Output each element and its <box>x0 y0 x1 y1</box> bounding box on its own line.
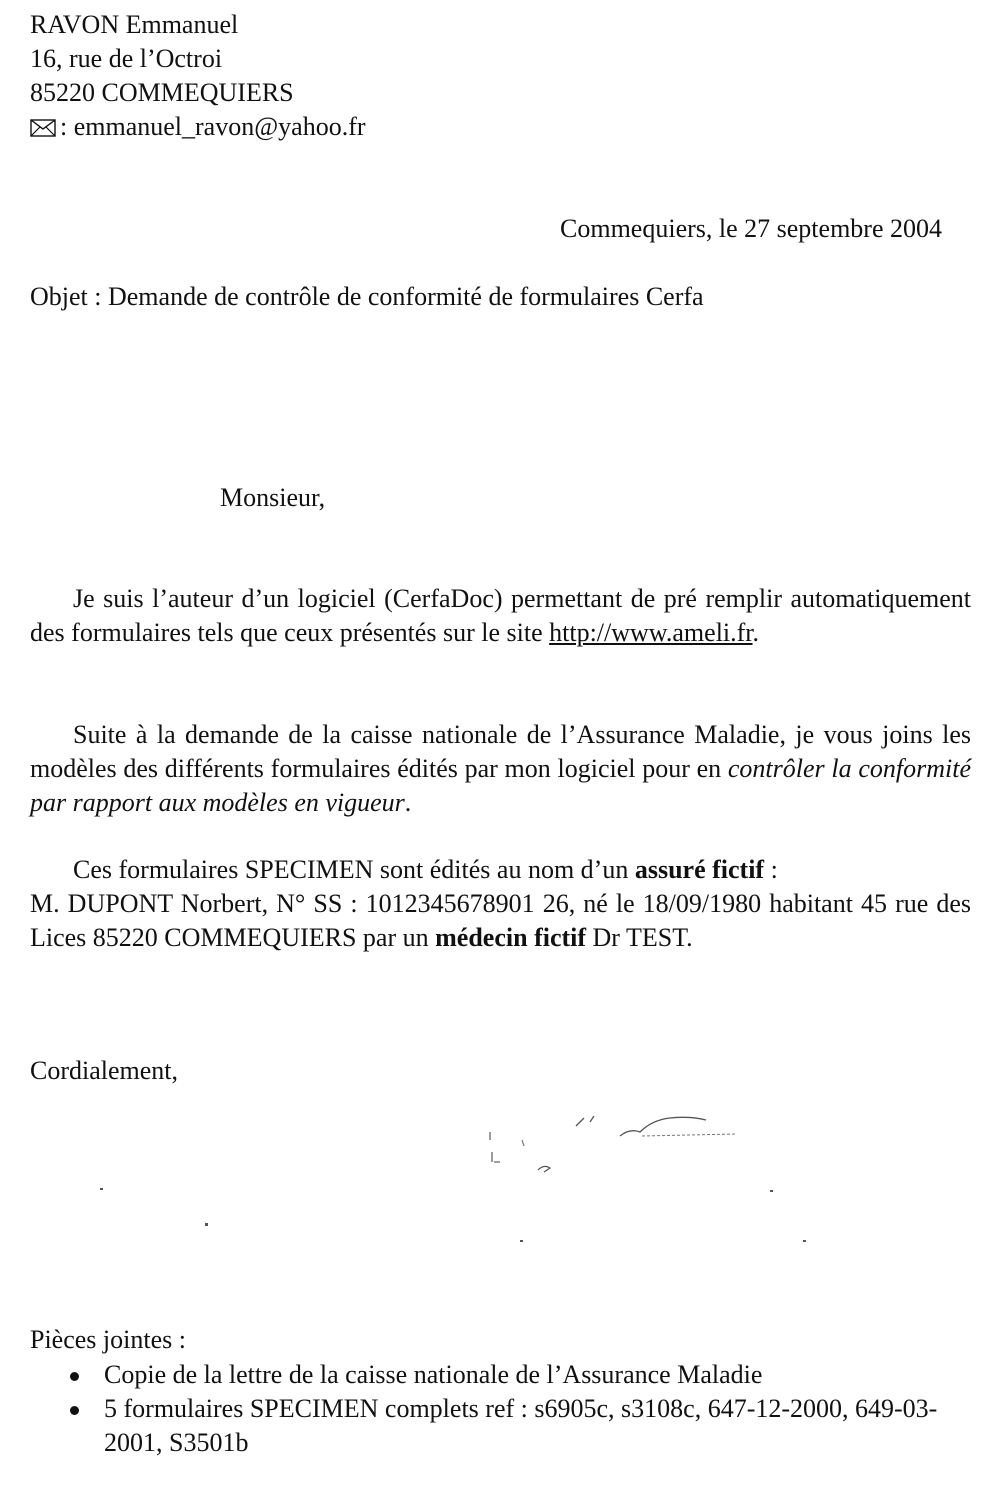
paragraph-specimen-part1: Ces formulaires SPECIMEN sont édités au nom d’un <box>73 855 635 884</box>
sender-street: 16, rue de l’Octroi <box>30 44 223 73</box>
closing: Cordialement, <box>30 1056 179 1085</box>
sender-email-line <box>30 110 366 144</box>
paragraph-specimen <box>30 853 971 955</box>
sender-name: RAVON Emmanuel <box>30 10 239 39</box>
paragraph-request-end: . <box>404 788 412 817</box>
date-line: Commequiers, le 27 septembre 2004 <box>560 214 942 243</box>
paragraph-request-text: Suite à la demande de la caisse nationale de l’Assurance Maladie, je vous joins les modèles des différents formulaires édités par mon logiciel pour en <box>30 720 971 783</box>
paragraph-specimen-bold2: médecin fictif <box>435 923 587 952</box>
scan-speck <box>770 1190 773 1192</box>
sender-email: : emmanuel_ravon@yahoo.fr <box>60 112 366 141</box>
paragraph-specimen-part3: Dr TEST. <box>586 923 693 952</box>
envelope-icon <box>30 119 56 137</box>
paragraph-specimen-line2: M. DUPONT Norbert, N° SS : 1012345678901 26, né le 18/09/1980 habitant 45 rue des Lices 85220 COMMEQUIERS par un <box>30 889 971 952</box>
salutation: Monsieur, <box>220 483 326 512</box>
signature-image <box>480 1100 750 1180</box>
sender-address-block <box>30 8 366 144</box>
scan-speck <box>205 1223 208 1226</box>
paragraph-request-italic: contrôler la conformité par rapport aux modèles en vigueur <box>30 754 971 817</box>
subject-line: Objet : Demande de contrôle de conformité de formulaires Cerfa <box>30 282 704 311</box>
paragraph-specimen-bold1: assuré fictif <box>634 855 765 884</box>
paragraph-software-end: . <box>752 618 760 647</box>
scan-speck <box>803 1240 806 1242</box>
paragraph-software <box>30 582 971 650</box>
sender-city: 85220 COMMEQUIERS <box>30 78 294 107</box>
attachments-list <box>70 1358 970 1460</box>
attachment-item: Copie de la lettre de la caisse nationale de l’Assurance Maladie <box>70 1358 970 1392</box>
paragraph-software-text: Je suis l’auteur d’un logiciel (CerfaDoc) permettant de pré remplir automatiquement des formulaires tels que ceux présentés sur le site <box>30 584 971 647</box>
scan-speck <box>100 1188 103 1190</box>
paragraph-request <box>30 718 971 820</box>
attachment-item: 5 formulaires SPECIMEN complets ref : s6905c, s3108c, 647-12-2000, 649-03-2001, S3501b <box>70 1392 970 1460</box>
ameli-link[interactable]: http://www.ameli.fr <box>549 618 753 647</box>
paragraph-specimen-part2: : <box>764 855 778 884</box>
scan-speck <box>520 1240 523 1242</box>
attachments-title: Pièces jointes : <box>30 1325 186 1354</box>
